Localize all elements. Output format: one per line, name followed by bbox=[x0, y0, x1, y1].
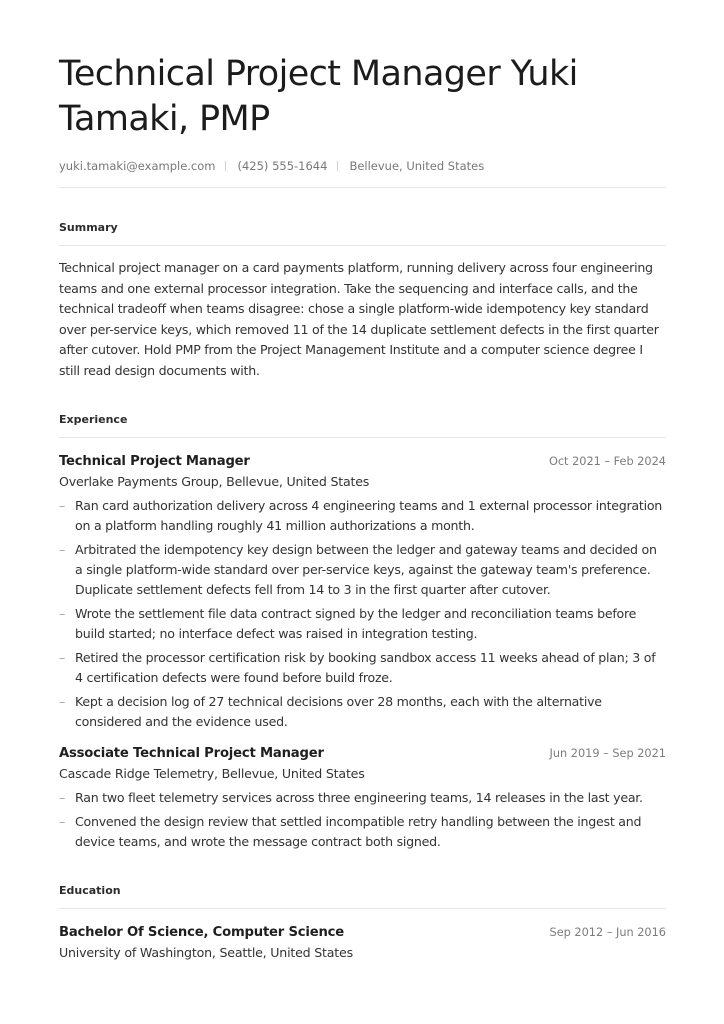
job-header bbox=[59, 454, 666, 469]
contact-separator bbox=[225, 161, 226, 171]
bullet-item bbox=[59, 788, 666, 808]
candidate-name: Technical Project Manager Yuki Tamaki, PMP bbox=[59, 54, 578, 139]
experience-heading: Experience bbox=[59, 413, 666, 438]
bullet-text: Kept a decision log of 27 technical decisions over 28 months, each with the alternative considered and the evidence used. bbox=[75, 694, 602, 729]
bullet-item bbox=[59, 648, 666, 688]
summary-heading: Summary bbox=[59, 221, 666, 246]
contact-line bbox=[59, 159, 666, 188]
bullet-text: Ran card authorization delivery across 4 engineering teams and 1 external processor integration on a platform handling roughly 41 million authorizations a month. bbox=[75, 498, 663, 533]
education-dates: Sep 2012 – Jun 2016 bbox=[549, 926, 666, 939]
bullet-text: Retired the processor certification risk by booking sandbox access 11 weeks ahead of plan; 3 of 4 certification defects were found before build froze. bbox=[75, 650, 656, 685]
job-bullets bbox=[59, 496, 666, 732]
bullet-text: Convened the design review that settled incompatible retry handling between the ingest and device teams, and wrote the message contract both signed. bbox=[75, 814, 642, 849]
dash-icon: – bbox=[59, 498, 66, 513]
email-text: yuki.tamaki@example.com bbox=[59, 159, 216, 173]
dash-icon: – bbox=[59, 694, 66, 709]
dash-icon: – bbox=[59, 650, 66, 665]
bullet-item bbox=[59, 604, 666, 644]
location-text: Bellevue, United States bbox=[349, 159, 485, 173]
dash-icon: – bbox=[59, 542, 66, 557]
bullet-item bbox=[59, 812, 666, 852]
school-name: University of Washington, Seattle, United States bbox=[59, 945, 353, 960]
job-header bbox=[59, 746, 666, 761]
job-company: Cascade Ridge Telemetry, Bellevue, United States bbox=[59, 766, 365, 781]
resume-content bbox=[59, 52, 666, 960]
job-company: Overlake Payments Group, Bellevue, United States bbox=[59, 474, 370, 489]
job-title: Technical Project Manager bbox=[59, 454, 250, 469]
job-dates: Jun 2019 – Sep 2021 bbox=[549, 747, 666, 760]
education-header bbox=[59, 925, 666, 940]
bullet-text: Arbitrated the idempotency key design between the ledger and gateway teams and decided on a single platform-wide standard over per-service keys, against the gateway team's preference. Duplicate settlement defects fell from 14 to 3 in the first quarter after cutover. bbox=[75, 542, 657, 597]
job-title: Associate Technical Project Manager bbox=[59, 746, 324, 761]
education-entry bbox=[59, 925, 666, 960]
job-dates: Oct 2021 – Feb 2024 bbox=[548, 455, 666, 468]
job-entry bbox=[59, 746, 666, 852]
bullet-item bbox=[59, 496, 666, 536]
bullet-item bbox=[59, 540, 666, 600]
degree-title: Bachelor Of Science, Computer Science bbox=[59, 925, 345, 940]
job-entry bbox=[59, 454, 666, 732]
bullet-text: Ran two fleet telemetry services across three engineering teams, 14 releases in the last year. bbox=[75, 790, 643, 805]
education-heading: Education bbox=[59, 884, 666, 909]
phone-text: (425) 555-1644 bbox=[237, 159, 328, 173]
dash-icon: – bbox=[59, 606, 66, 621]
bullet-text: Wrote the settlement file data contract signed by the ledger and reconciliation teams before build started; no interface defect was raised in integration testing. bbox=[75, 606, 637, 641]
summary-text: Technical project manager on a card payments platform, running delivery across four engineering teams and one external processor integration. Take the sequencing and interface calls, and the technical tradeoff when teams disagree: chose a single platform-wide idempotency key standard over per-service keys, which removed 11 of the 14 duplicate settlement defects in the first quarter after cutover. Hold PMP from the Project Management Institute and a computer science degree I still read design documents with. bbox=[59, 260, 659, 378]
dash-icon: – bbox=[59, 790, 66, 805]
job-bullets bbox=[59, 788, 666, 852]
bullet-item bbox=[59, 692, 666, 732]
contact-separator bbox=[337, 161, 338, 171]
dash-icon: – bbox=[59, 814, 66, 829]
